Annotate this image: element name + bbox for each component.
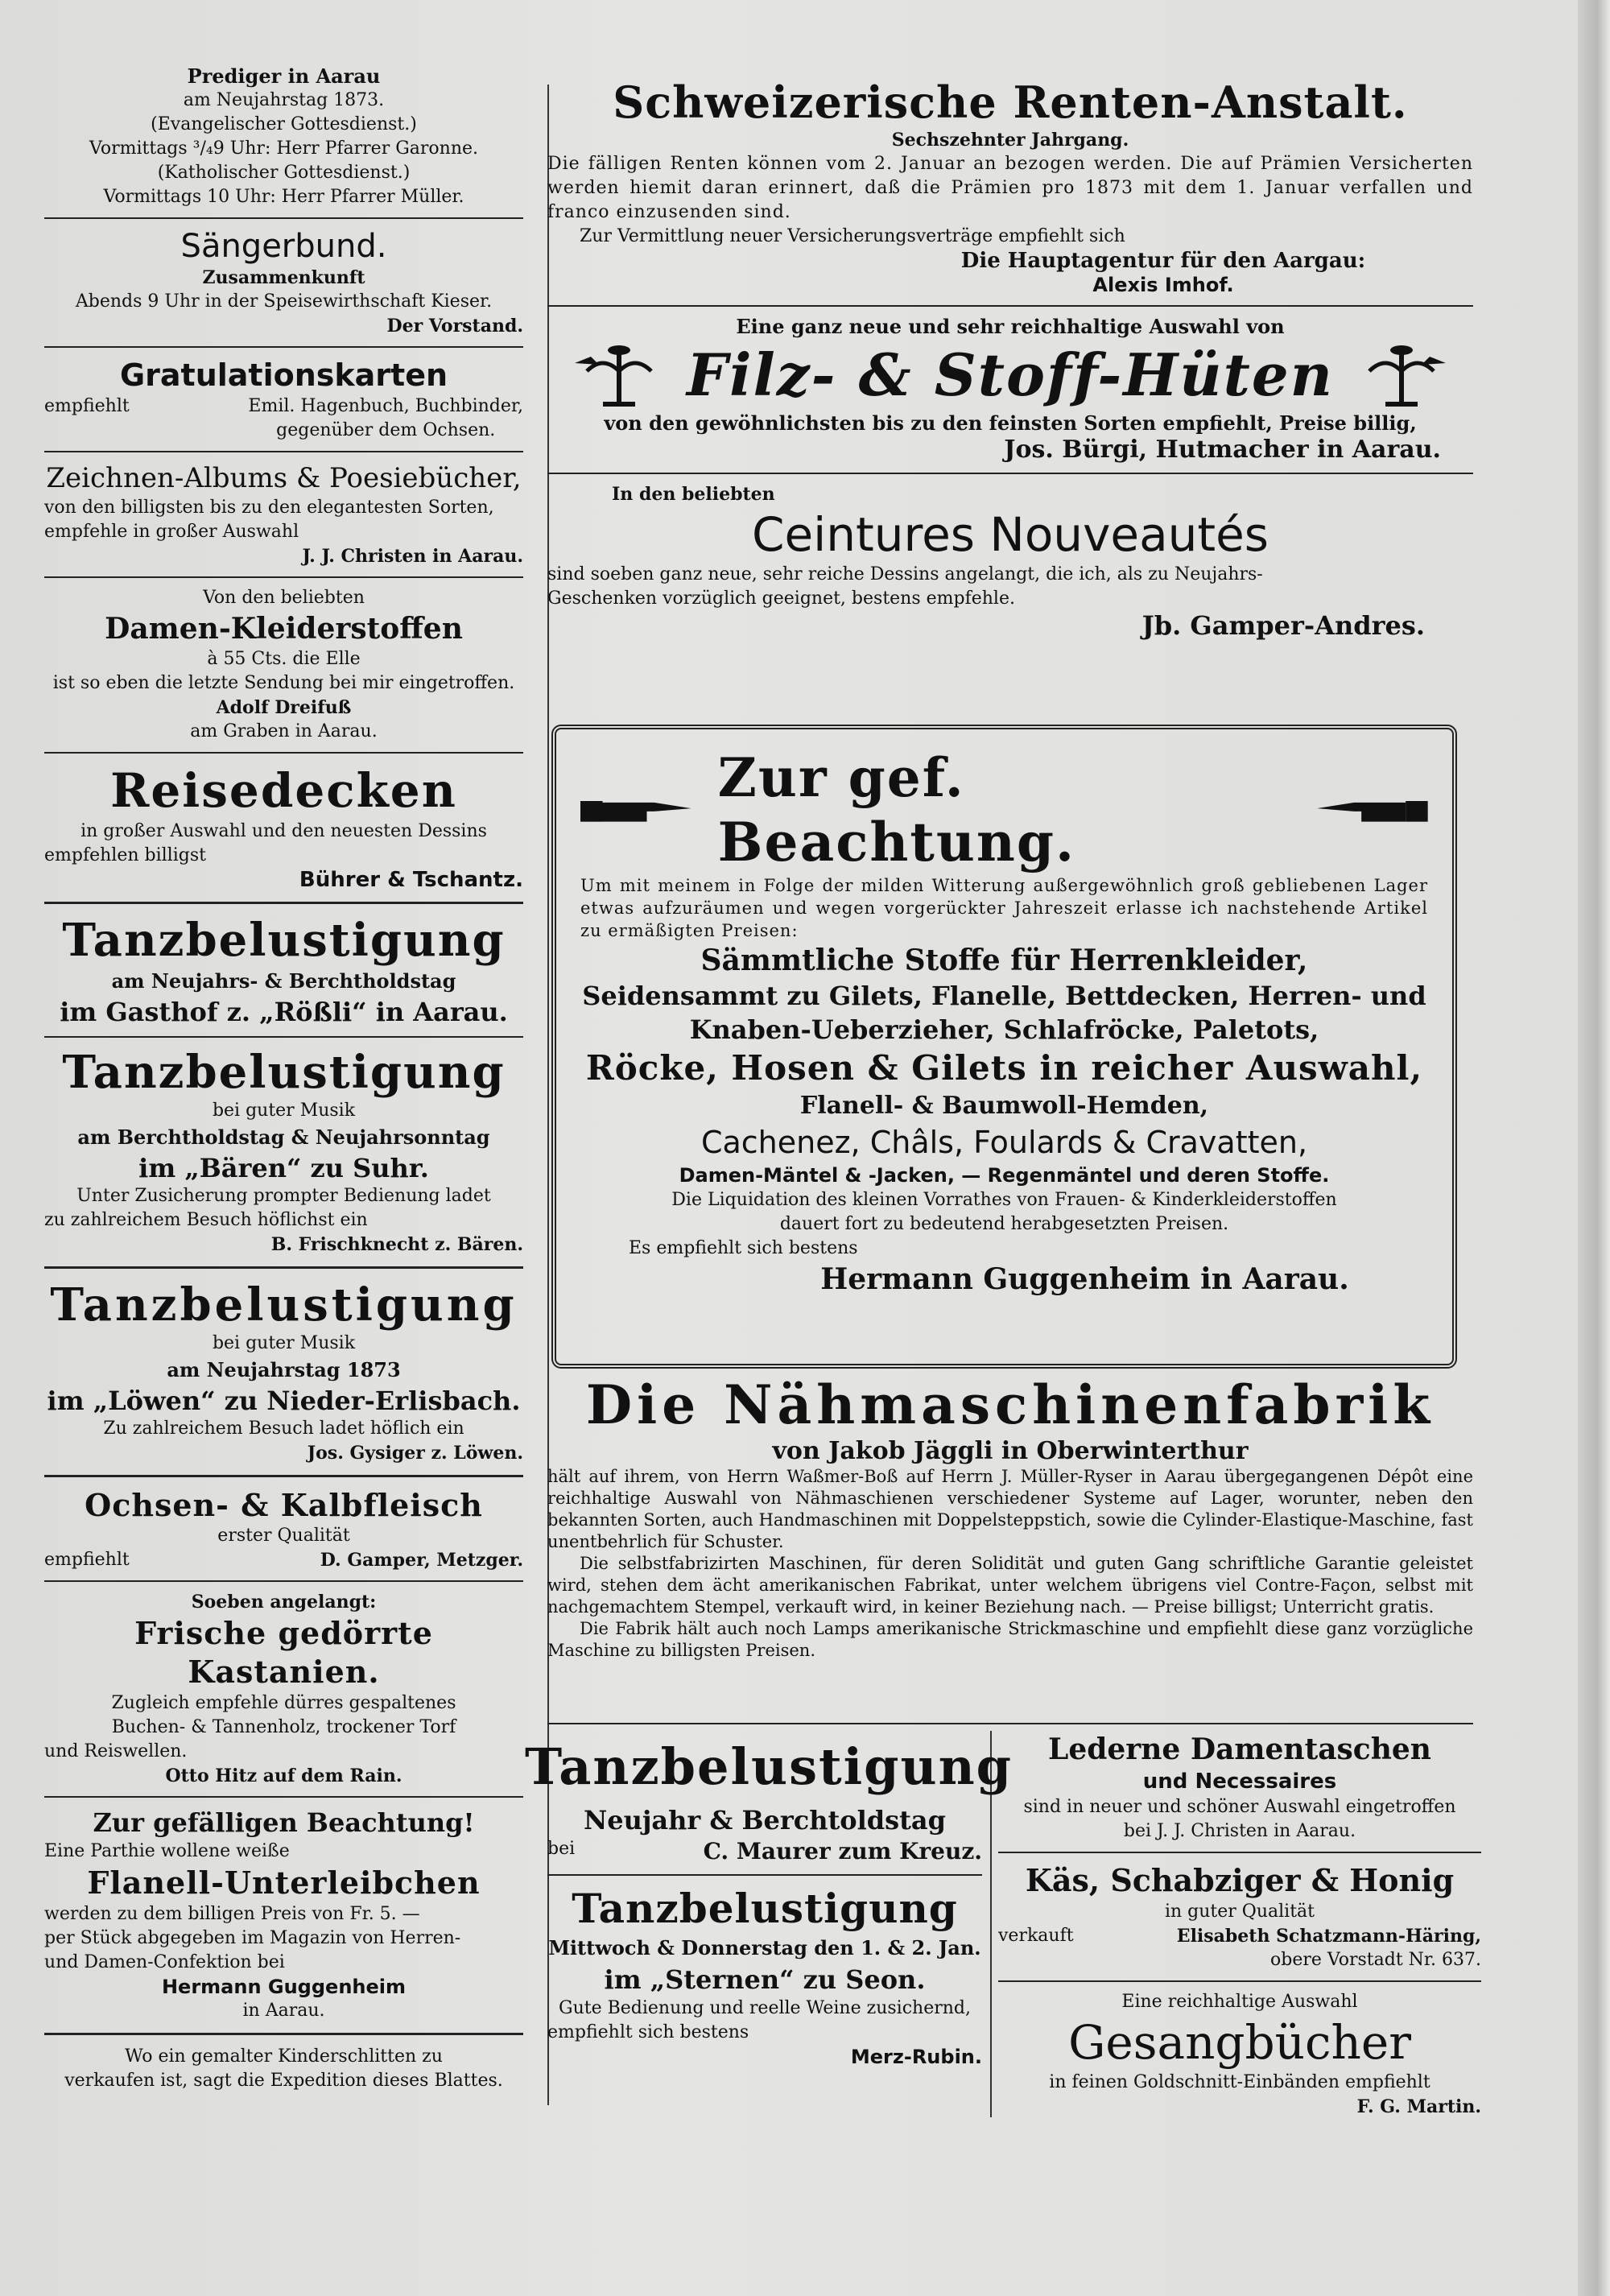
ad-title: Frische gedörrte Kastanien.: [134, 1615, 433, 1690]
ad-title: Die Nähmaschinenfabrik: [585, 1373, 1435, 1436]
ad-line: verkaufen ist, sagt die Expedition dieses Blattes.: [64, 2071, 503, 2091]
ad-left-word: verkauft: [998, 1926, 1074, 1946]
ad-kastanien: [44, 1590, 523, 1788]
divider: [547, 1723, 1473, 1724]
ad-signature: Elisabeth Schatzmann-Häring,: [1176, 1926, 1481, 1947]
ad-left-word: empfiehlt: [44, 396, 130, 416]
ad-line: Eine reichhaltige Auswahl: [1121, 1992, 1358, 2012]
ad-line: Abends 9 Uhr in der Speisewirthschaft Kieser.: [75, 291, 493, 312]
ad-line: Emil. Hagenbuch, Buchbinder,: [248, 396, 523, 416]
ad-line: Zu zahlreichem Besuch ladet höflich ein: [103, 1418, 464, 1439]
ad-signature: Jos. Bürgi, Hutmacher in Aarau.: [1004, 436, 1441, 464]
ad-gratulation: [44, 356, 523, 443]
ad-line: Wo ein gemalter Kinderschlitten zu: [125, 2046, 443, 2067]
divider: [998, 1980, 1481, 1982]
ad-signature: Jb. Gamper-Andres.: [1141, 610, 1425, 641]
ad-damen-kleiderstoffe: [44, 586, 523, 744]
ad-fleisch: [44, 1487, 523, 1572]
ad-tanz-loewen: [44, 1278, 523, 1465]
ad-line: in großer Auswahl und den neuesten Dessins: [80, 821, 487, 841]
ad-line: Zugleich empfehle dürres gespaltenes: [111, 1693, 456, 1713]
ad-line: von den gewöhnlichsten bis zu den feinsten Sorten empfiehlt, Preise billig,: [604, 411, 1417, 435]
ad-line: Vormittags ³/₄9 Uhr: Herr Pfarrer Garonne.: [89, 138, 479, 159]
divider: [998, 1852, 1481, 1853]
ad-title: Tanzbelustigung: [524, 1737, 1013, 1796]
ad-title: Zur gefälligen Beachtung!: [93, 1807, 475, 1838]
divider: [44, 1796, 523, 1798]
ad-line: Mittwoch & Donnerstag den 1. & 2. Jan.: [548, 1936, 981, 1959]
ad-signature: C. Maurer zum Kreuz.: [703, 1838, 982, 1864]
ad-paragraph: Zur Vermittlung neuer Versicherungsverträge empfiehlt sich: [580, 226, 1125, 246]
ad-line: ist so eben die letzte Sendung bei mir eingetroffen.: [52, 673, 515, 693]
ad-line: bei guter Musik: [212, 1101, 356, 1121]
ad-line: per Stück abgegeben im Magazin von Herren-: [44, 1928, 461, 1948]
ad-line: im Gasthof z. „Rößli“ in Aarau.: [60, 997, 508, 1027]
ad-prediger: [44, 64, 523, 209]
ad-title: Filz- & Stoff-Hüten: [686, 341, 1335, 409]
divider: [44, 902, 523, 904]
ad-line: à 55 Cts. die Elle: [207, 649, 361, 669]
ad-line: am Graben in Aarau.: [190, 721, 378, 741]
ad-title: Damen-Kleiderstoffen: [105, 612, 463, 646]
ad-zeichnen: [44, 460, 523, 568]
ad-line: obere Vorstadt Nr. 637.: [1270, 1950, 1481, 1970]
ad-signature: Die Hauptagentur für den Aargau:: [960, 249, 1366, 273]
ad-line: Soeben angelangt:: [191, 1592, 377, 1613]
ad-paragraph: hält auf ihrem, von Herrn Waßmer-Boß auf Herrn J. Müller-Ryser in Aarau übergegangenen Dépôt eine reichhaltige Auswahl von Nähmaschienen verschiedener Systeme auf Lager, worunter, neben den bekannten Sorten, auch Handmaschinen mit Doppelsteppstich, sowie die Cylinder-Elastique-Maschine, fast unentbehrlich für Schuster.: [547, 1467, 1473, 1551]
ad-paragraph: Die selbstfabrizirten Maschinen, für deren Solidität und guten Gang schriftliche Garantie geleistet wird, stehen dem ächt amerikanischen Fabrikat, unter welchem übrigens viel Contre-Façon, selbst mit nachgemachtem Stempel, verkauft wird, in keiner Beziehung nach. — Preise billigst; Unterricht gratis.: [547, 1554, 1473, 1617]
ad-line: empfehlen billigst: [44, 845, 206, 865]
pointing-hand-left-icon: [1310, 786, 1428, 834]
ad-signature: Der Vorstand.: [386, 316, 523, 337]
ad-paragraph: Die Liquidation des kleinen Vorrathes von Frauen- & Kinderkleiderstoffen: [671, 1190, 1337, 1210]
ad-naehmaschinen: [547, 1373, 1473, 1662]
ad-line: Eine ganz neue und sehr reichhaltige Auswahl von: [736, 315, 1285, 338]
ad-line: bei guter Musik: [212, 1333, 356, 1353]
ad-line: In den beliebten: [612, 484, 775, 505]
ad-tanz-kreuz: [524, 1731, 1013, 1866]
ad-line: Unter Zusicherung prompter Bedienung ladet: [76, 1186, 491, 1206]
ad-signature: Bührer & Tschantz.: [299, 868, 523, 892]
ad-left-word: empfiehlt: [44, 1550, 130, 1570]
ad-huete: [547, 315, 1473, 465]
ad-reisedecken: [44, 762, 523, 892]
ad-signature: B. Frischknecht z. Bären.: [270, 1234, 523, 1255]
ad-item: Cachenez, Châls, Foulards & Cravatten,: [700, 1125, 1308, 1160]
ad-title: Gratulationskarten: [119, 357, 448, 393]
ad-gesangbuecher: [998, 1990, 1481, 2119]
ad-title: Zur gef. Beachtung.: [717, 746, 1075, 873]
ad-line: in feinen Goldschnitt-Einbänden empfiehlt: [1049, 2072, 1430, 2092]
divider: [44, 346, 523, 348]
ad-signature: Otto Hitz auf dem Rain.: [165, 1765, 402, 1786]
ad-line: (Katholischer Gottesdienst.): [157, 163, 411, 183]
ad-subtitle: Zusammenkunft: [202, 267, 365, 288]
ad-item: Damen-Mäntel & -Jacken, — Regenmäntel und deren Stoffe.: [679, 1164, 1330, 1187]
ad-signature: D. Gamper, Metzger.: [320, 1550, 523, 1571]
ad-line: Gute Bedienung und reelle Weine zusichernd,: [559, 1998, 971, 2018]
ad-flanell: [44, 1806, 523, 2023]
ad-kaes: [998, 1861, 1481, 1972]
ad-line: (Evangelischer Gottesdienst.): [151, 114, 417, 134]
ad-tanz-sternen: [547, 1884, 982, 2069]
ad-line: im „Bären“ zu Suhr.: [138, 1153, 429, 1183]
ad-line: im „Löwen“ zu Nieder-Erlisbach.: [47, 1385, 521, 1416]
sub-right: [998, 1731, 1481, 2119]
ad-title: Tanzbelustigung: [62, 1046, 506, 1099]
ad-signature: Adolf Dreifuß: [216, 697, 352, 718]
ad-paragraph: Die Fabrik hält auch noch Lamps amerikanische Strickmaschine und empfiehlt diese ganz vorzügliche Maschine zu billigsten Preisen.: [547, 1619, 1473, 1660]
ad-item: Seidensammt zu Gilets, Flanelle, Bettdecken, Herren- und: [582, 981, 1426, 1011]
ad-item: Knaben-Ueberzieher, Schlafröcke, Paletots,: [689, 1014, 1319, 1045]
ad-title: Lederne Damentaschen: [1048, 1732, 1431, 1766]
ad-line: Eine Parthie wollene weiße: [44, 1841, 290, 1861]
ad-line: im „Sternen“ zu Seon.: [604, 1964, 926, 1995]
ad-line: und Reiswellen.: [44, 1741, 188, 1761]
ad-frame-beachtung: [551, 725, 1457, 1369]
ad-saengerbund: [44, 227, 523, 338]
ad-paragraph: dauert fort zu bedeutend herabgesetzten Preisen.: [779, 1214, 1229, 1234]
ad-line: am Neujahrstag 1873: [167, 1358, 401, 1381]
ad-ceintures: [547, 482, 1473, 640]
ad-title: Tanzbelustigung: [62, 914, 506, 967]
hat-stand-icon: [571, 339, 667, 411]
pointing-hand-right-icon: [580, 786, 699, 834]
ad-line: sind soeben ganz neue, sehr reiche Dessins angelangt, die ich, als zu Neujahrs-: [547, 564, 1263, 584]
ad-line: werden zu dem billigen Preis von Fr. 5. —: [44, 1904, 420, 1924]
ad-line: und Damen-Confektion bei: [44, 1952, 285, 1972]
ad-line: zu zahlreichem Besuch höflichst ein: [44, 1210, 368, 1230]
ad-title: Tanzbelustigung: [50, 1278, 518, 1332]
ad-signature: Hermann Guggenheim: [161, 1976, 407, 1998]
ad-left-word: bei: [547, 1839, 576, 1859]
ad-signature: J. J. Christen in Aarau.: [302, 546, 523, 567]
ad-item: Röcke, Hosen & Gilets in reicher Auswahl,: [585, 1048, 1423, 1088]
ad-subtitle: Sechszehnter Jahrgang.: [891, 130, 1129, 151]
divider: [44, 2033, 523, 2035]
divider: [44, 1266, 523, 1269]
divider: [547, 1874, 982, 1876]
ad-line: empfiehlt sich bestens: [547, 2022, 749, 2042]
ad-line: am Neujahrs- & Berchtholdstag: [111, 969, 456, 993]
ad-tanz-baeren: [44, 1046, 523, 1257]
divider: [44, 752, 523, 754]
ad-signature: Merz-Rubin.: [850, 2046, 982, 2068]
ad-paragraph: Um mit meinem in Folge der milden Witterung außergewöhnlich groß gebliebenen Lager etwas aufzuräumen und wegen vorgerückter Jahreszeit erlasse ich nachstehende Artikel zu ermäßigten Preisen:: [580, 876, 1428, 940]
ad-paragraph: Die fälligen Renten können vom 2. Januar an bezogen werden. Die auf Prämien Versicherten werden hiemit daran erinnert, daß die Prämien pro 1873 mit dem 1. Januar verfallen und franco einzusenden sind.: [547, 154, 1473, 222]
right-column: [547, 76, 1473, 640]
ad-line: in Aarau.: [242, 2001, 325, 2021]
hat-stand-icon: [1353, 339, 1450, 411]
divider: [547, 473, 1473, 474]
ad-tanz-roessli: [44, 914, 523, 1028]
divider: [44, 1580, 523, 1582]
ad-line: in guter Qualität: [1164, 1902, 1315, 1922]
ad-damentaschen: [998, 1731, 1481, 1844]
ad-line: erster Qualität: [217, 1526, 350, 1546]
ad-line: Geschenken vorzüglich geeignet, bestens empfehle.: [547, 588, 1015, 609]
ad-line: bei J. J. Christen in Aarau.: [1123, 1821, 1356, 1841]
ad-signature: Alexis Imhof.: [1092, 274, 1234, 296]
ad-title: Käs, Schabziger & Honig: [1025, 1862, 1455, 1898]
ad-title: Reisedecken: [110, 763, 457, 818]
divider: [547, 305, 1473, 307]
divider: [44, 217, 523, 219]
divider: [44, 1036, 523, 1038]
ad-line: Buchen- & Tannenholz, trockener Torf: [111, 1717, 456, 1737]
ad-signature: F. G. Martin.: [1356, 2096, 1481, 2117]
bottom-sub-columns: [524, 1731, 1481, 2125]
divider: [44, 451, 523, 452]
divider: [44, 1475, 523, 1477]
page-edge: [1578, 0, 1610, 2296]
ad-schlitten: [44, 2045, 523, 2093]
ad-title: Zeichnen-Albums & Poesiebücher,: [46, 462, 522, 494]
ad-line: am Berchtholdstag & Neujahrsonntag: [77, 1125, 490, 1149]
ad-line: empfehle in großer Auswahl: [44, 522, 299, 542]
ad-line: Von den beliebten: [203, 588, 365, 608]
ad-line: Neujahr & Berchtoldstag: [583, 1805, 947, 1836]
ad-line: Vormittags 10 Uhr: Herr Pfarrer Müller.: [103, 187, 464, 207]
ad-paragraph: Es empfiehlt sich bestens: [629, 1238, 858, 1258]
ad-line: gegenüber dem Ochsen.: [276, 420, 496, 440]
ad-title: Gesangbücher: [1068, 2015, 1411, 2070]
ad-title: Tanzbelustigung: [572, 1885, 958, 1932]
ad-title: Ochsen- & Kalbfleisch: [85, 1487, 483, 1523]
ad-title: Sängerbund.: [180, 228, 387, 265]
ad-line: am Neujahrstag 1873.: [183, 90, 385, 110]
ad-title: Ceintures Nouveautés: [751, 507, 1269, 562]
ad-line: von den billigsten bis zu den elegantesten Sorten,: [44, 498, 494, 518]
ad-subtitle: von Jakob Jäggli in Oberwinterthur: [772, 1437, 1249, 1465]
ad-title: Schweizerische Renten-Anstalt.: [613, 76, 1408, 128]
ad-item: Flanell- & Baumwoll-Hemden,: [799, 1092, 1209, 1120]
ad-subtitle: und Necessaires: [1142, 1769, 1337, 1794]
ad-title: Flanell-Unterleibchen: [87, 1864, 481, 1901]
divider: [44, 576, 523, 578]
sub-left: [524, 1731, 1013, 2069]
left-column: [44, 64, 523, 2093]
ad-title: Prediger in Aarau: [187, 64, 381, 88]
ad-signature: Hermann Guggenheim in Aarau.: [820, 1262, 1349, 1296]
ad-renten-anstalt: [547, 76, 1473, 297]
ad-signature: Jos. Gysiger z. Löwen.: [307, 1443, 523, 1464]
ad-item: Sämmtliche Stoffe für Herrenkleider,: [700, 944, 1308, 977]
ad-line: sind in neuer und schöner Auswahl eingetroffen: [1023, 1797, 1456, 1817]
